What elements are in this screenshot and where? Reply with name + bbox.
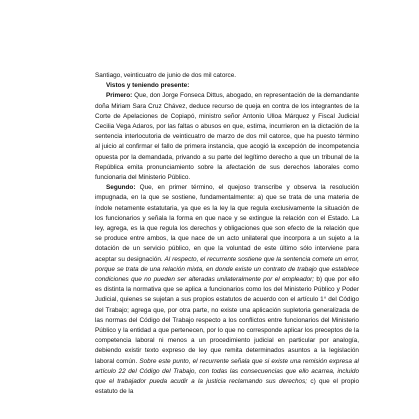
- document-body: [95, 71, 359, 398]
- opening-line: Santiago, veinticuatro de junio de dos mil catorce.: [95, 72, 237, 79]
- section-heading: Vistos y teniendo presente:: [106, 82, 190, 90]
- paragraph-segundo: [95, 183, 359, 397]
- italic-passage: Sobre este punto, el recurrente señala que si existe una remisión expresa al artículo 22 del Código del Trabajo, con todas las consecuencias que ello acarrea, incluido que el trabajador pueda acudir a la justicia reclamando sus derechos;: [95, 357, 359, 386]
- paragraph-text: c) que el propio estatuto de la: [95, 378, 360, 396]
- paragraph-label: Primero:: [106, 92, 133, 100]
- paragraph-primero: [95, 91, 359, 183]
- paragraph-label: Segundo:: [106, 184, 136, 192]
- paragraph-text: Que, don Jorge Fonseca Dittus, abogado, en representación de la demandante doña Miriam Sara Cruz Chávez, deduce recurso de queja en contra de los integrantes de la Corte de Apelaciones de Copiapó, ministro señor Antonio Ulloa Márquez y Fiscal Judicial Cecilia Vega Adaros, por las faltas o abusos en que, estima, incurrieron en la dictación de la sentencia interlocutoria de veinticuatro de marzo de dos mil catorce, que ha puesto término al juicio al confirmar el fallo de primera instancia, que acogió la excepción de incompetencia opuesta por la demandada, privando a su parte del legítimo derecho a que un tribunal de la República emita pronunciamiento sobre la afectación de sus derechos laborales como funcionaria del Ministerio Público.: [95, 92, 359, 182]
- italic-passage: Al respecto, el recurrente sostiene que la sentencia comete un error, porque se trata de una relación mixta, en donde existe un contrato de trabajo que establece condiciones que no pueden ser alteradas unilateralmente por el empleador;: [95, 255, 360, 284]
- paragraph-text: Que, en primer término, el quejoso transcribe y observa la resolución impugnada, en la que se sostiene, fundamentalmente: a) que se trata de una materia de índole netamente estatutaria, ya que es la ley la que regula exclusivamente la situación de los funcionarios y señala la forma en que nace y se extingue la relación con el Estado. La ley, agrega, es la que regula los derechos y obligaciones que son efecto de la relación que se produce entre ambos, la que nace de un acto unilateral que incorpora a un sujeto a la dotación de un servicio público, en que la voluntad de este último sólo interviene para aceptar su designación.: [95, 184, 359, 263]
- paragraph-text: b) que por ello es distinta la normativa que se aplica a funcionarios como los del Ministerio Público y Poder Judicial, quienes se sujetan a sus propios estatutos de acuerdo con el artículo 1° del Código del Trabajo; agrega que, por otra parte, no existe una aplicación supletoria generalizada de las normas del Código del Trabajo respecto a los conflictos entre funcionarios del Ministerio Público y la entidad a que pertenecen, por lo que no corresponde aplicar los preceptos de la competencia laboral ni menos a un procedimiento judicial en particular por analogía, debiendo existir texto expreso de ley que remita determinados asuntos a la legislación laboral común.: [95, 276, 359, 365]
